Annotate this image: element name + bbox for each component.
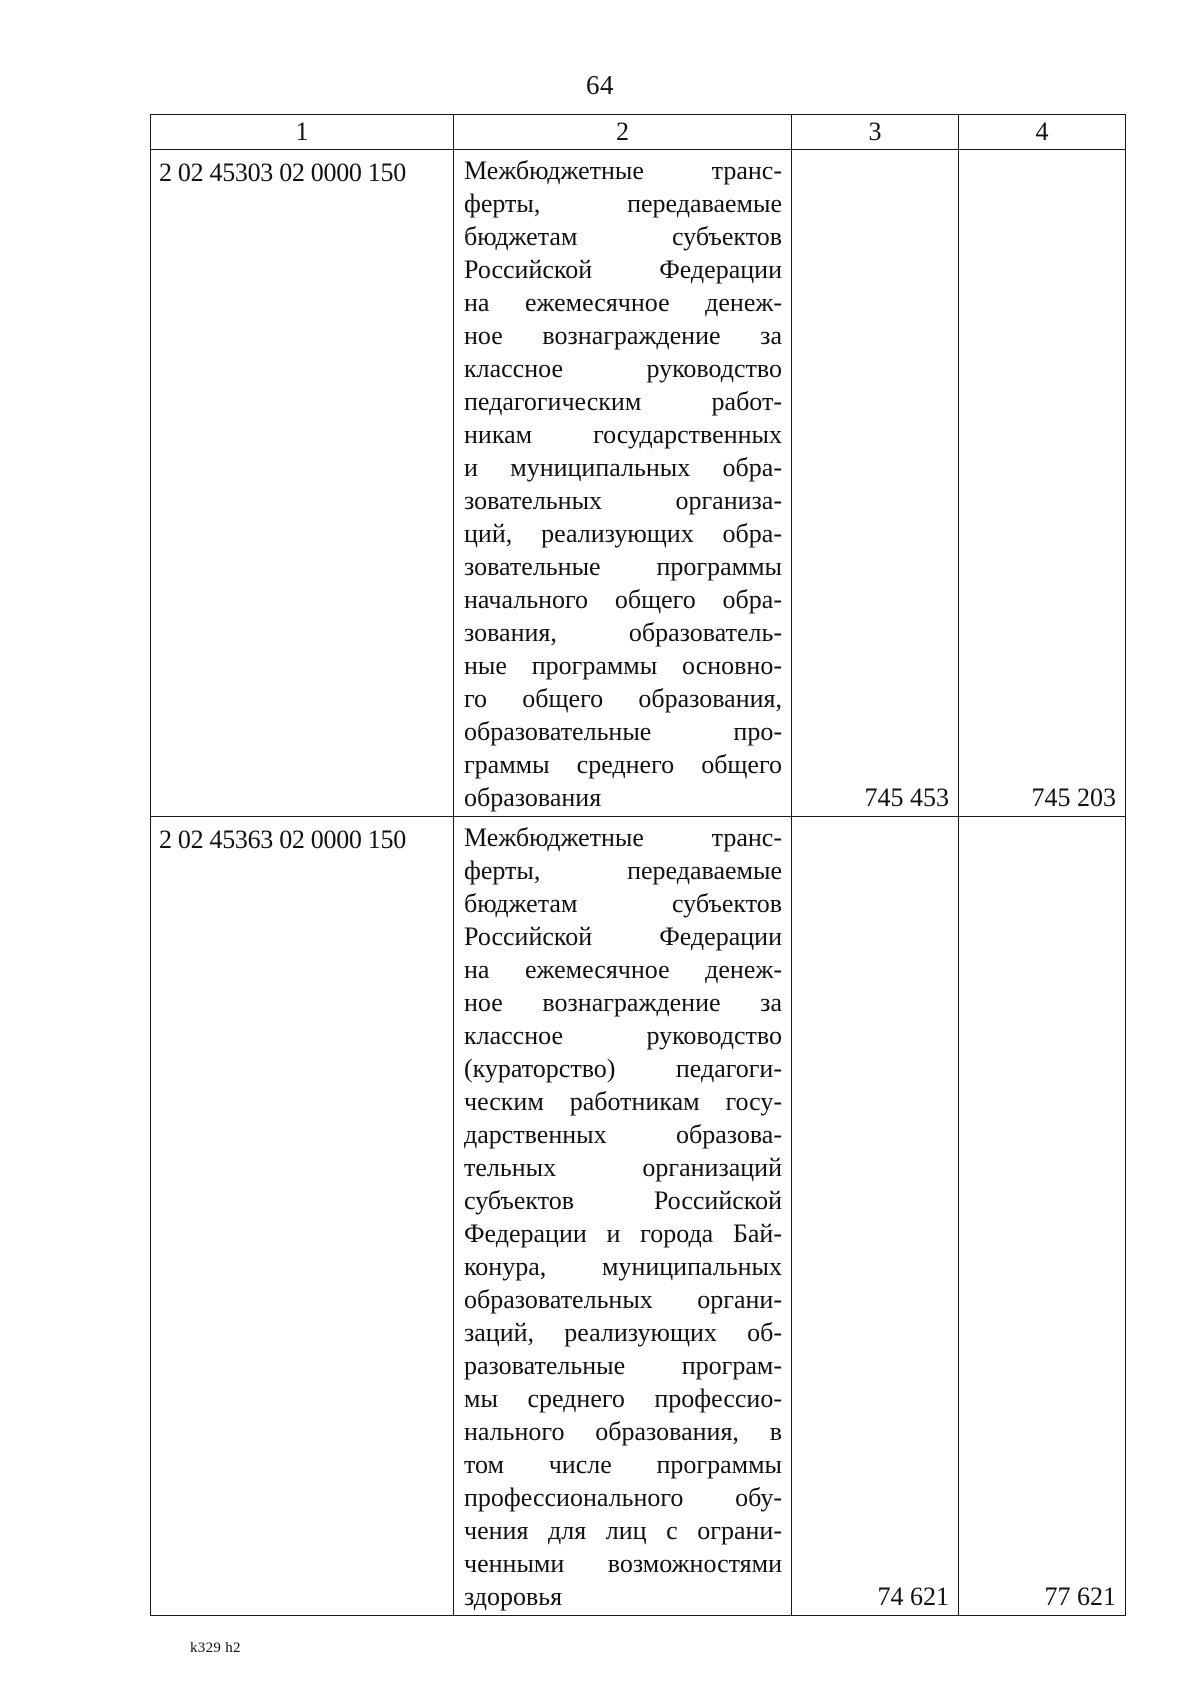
transfer-name-line: на ежемесячное денеж-	[464, 288, 782, 317]
transfer-name-line: ные программы основно-	[464, 651, 782, 680]
value-column-4-cell: 77 621	[959, 817, 1126, 1616]
transfer-name-line: бюджетам субъектов	[464, 222, 782, 251]
transfer-name-cell	[454, 817, 792, 1616]
transfer-name-line: Федерации и города Бай-	[464, 1219, 782, 1248]
table-row	[151, 817, 1126, 1616]
transfer-name-line: никам государственных	[464, 420, 782, 449]
transfer-name-line: тельных организаций	[464, 1153, 782, 1182]
transfer-name-line: классное руководство	[464, 1021, 782, 1050]
transfer-name-line: ное вознаграждение за	[464, 988, 782, 1017]
column-header-1: 1	[151, 115, 454, 150]
transfer-name-line: ферты, передаваемые	[464, 189, 782, 218]
transfer-name-line: классное руководство	[464, 354, 782, 383]
transfer-name-line: разовательные програм-	[464, 1351, 782, 1380]
table-header-row	[151, 115, 1126, 150]
transfer-name-line: дарственных образова-	[464, 1120, 782, 1149]
transfer-name-line: здоровья	[464, 1582, 563, 1611]
table-row	[151, 150, 1126, 817]
transfer-name-line: образовательные про-	[464, 717, 782, 746]
transfer-name-line: на ежемесячное денеж-	[464, 955, 782, 984]
transfer-name-line: ческим работникам госу-	[464, 1087, 782, 1116]
value-column-4-cell: 745 203	[959, 150, 1126, 817]
page-number: 64	[586, 70, 614, 100]
transfer-name-line: ченными возможностями	[464, 1549, 782, 1578]
column-header-4: 4	[959, 115, 1126, 150]
transfer-name-line: чения для лиц с ограни-	[464, 1516, 782, 1545]
transfer-name-line: го общего образования,	[464, 684, 782, 713]
budget-code-cell: 2 02 45363 02 0000 150	[151, 817, 454, 1616]
transfer-name-line: образования	[464, 783, 602, 812]
transfer-name-line: том числе программы	[464, 1450, 782, 1479]
transfer-name-line: начального общего обра-	[464, 585, 782, 614]
transfer-name-line: ферты, передаваемые	[464, 856, 782, 885]
transfer-name-line: Российской Федерации	[464, 255, 782, 284]
value-column-3-cell: 74 621	[792, 817, 959, 1616]
transfer-name-line: профессионального обу-	[464, 1483, 782, 1512]
transfer-name-line: образовательных органи-	[464, 1285, 782, 1314]
transfer-name-line: граммы среднего общего	[464, 750, 782, 779]
transfer-name-line: бюджетам субъектов	[464, 889, 782, 918]
transfer-name-line: ное вознаграждение за	[464, 321, 782, 350]
column-header-3: 3	[792, 115, 959, 150]
value-column-3-cell: 745 453	[792, 150, 959, 817]
transfer-name-line: конура, муниципальных	[464, 1252, 782, 1281]
transfer-name-line: зовательных организа-	[464, 486, 782, 515]
transfer-name-line: субъектов Российской	[464, 1186, 782, 1215]
transfer-name-line: (кураторство) педагоги-	[464, 1054, 782, 1083]
transfer-name-line: мы среднего профессио-	[464, 1384, 782, 1413]
budget-code-cell: 2 02 45303 02 0000 150	[151, 150, 454, 817]
transfer-name-line: Межбюджетные транс-	[464, 156, 782, 185]
transfer-name-line: Межбюджетные транс-	[464, 823, 782, 852]
transfer-name-line: и муниципальных обра-	[464, 453, 782, 482]
transfer-name-line: заций, реализующих об-	[464, 1318, 782, 1347]
transfer-name-line: ций, реализующих обра-	[464, 519, 782, 548]
transfer-name-line: зовательные программы	[464, 552, 782, 581]
column-header-2: 2	[454, 115, 792, 150]
budget-table	[150, 114, 1126, 1616]
transfer-name-line: нального образования, в	[464, 1417, 782, 1446]
transfer-name-cell	[454, 150, 792, 817]
footer-document-code: k329 h2	[190, 1640, 241, 1656]
transfer-name-line: педагогическим работ-	[464, 387, 782, 416]
transfer-name-line: зования, образователь-	[464, 618, 782, 647]
transfer-name-line: Российской Федерации	[464, 922, 782, 951]
